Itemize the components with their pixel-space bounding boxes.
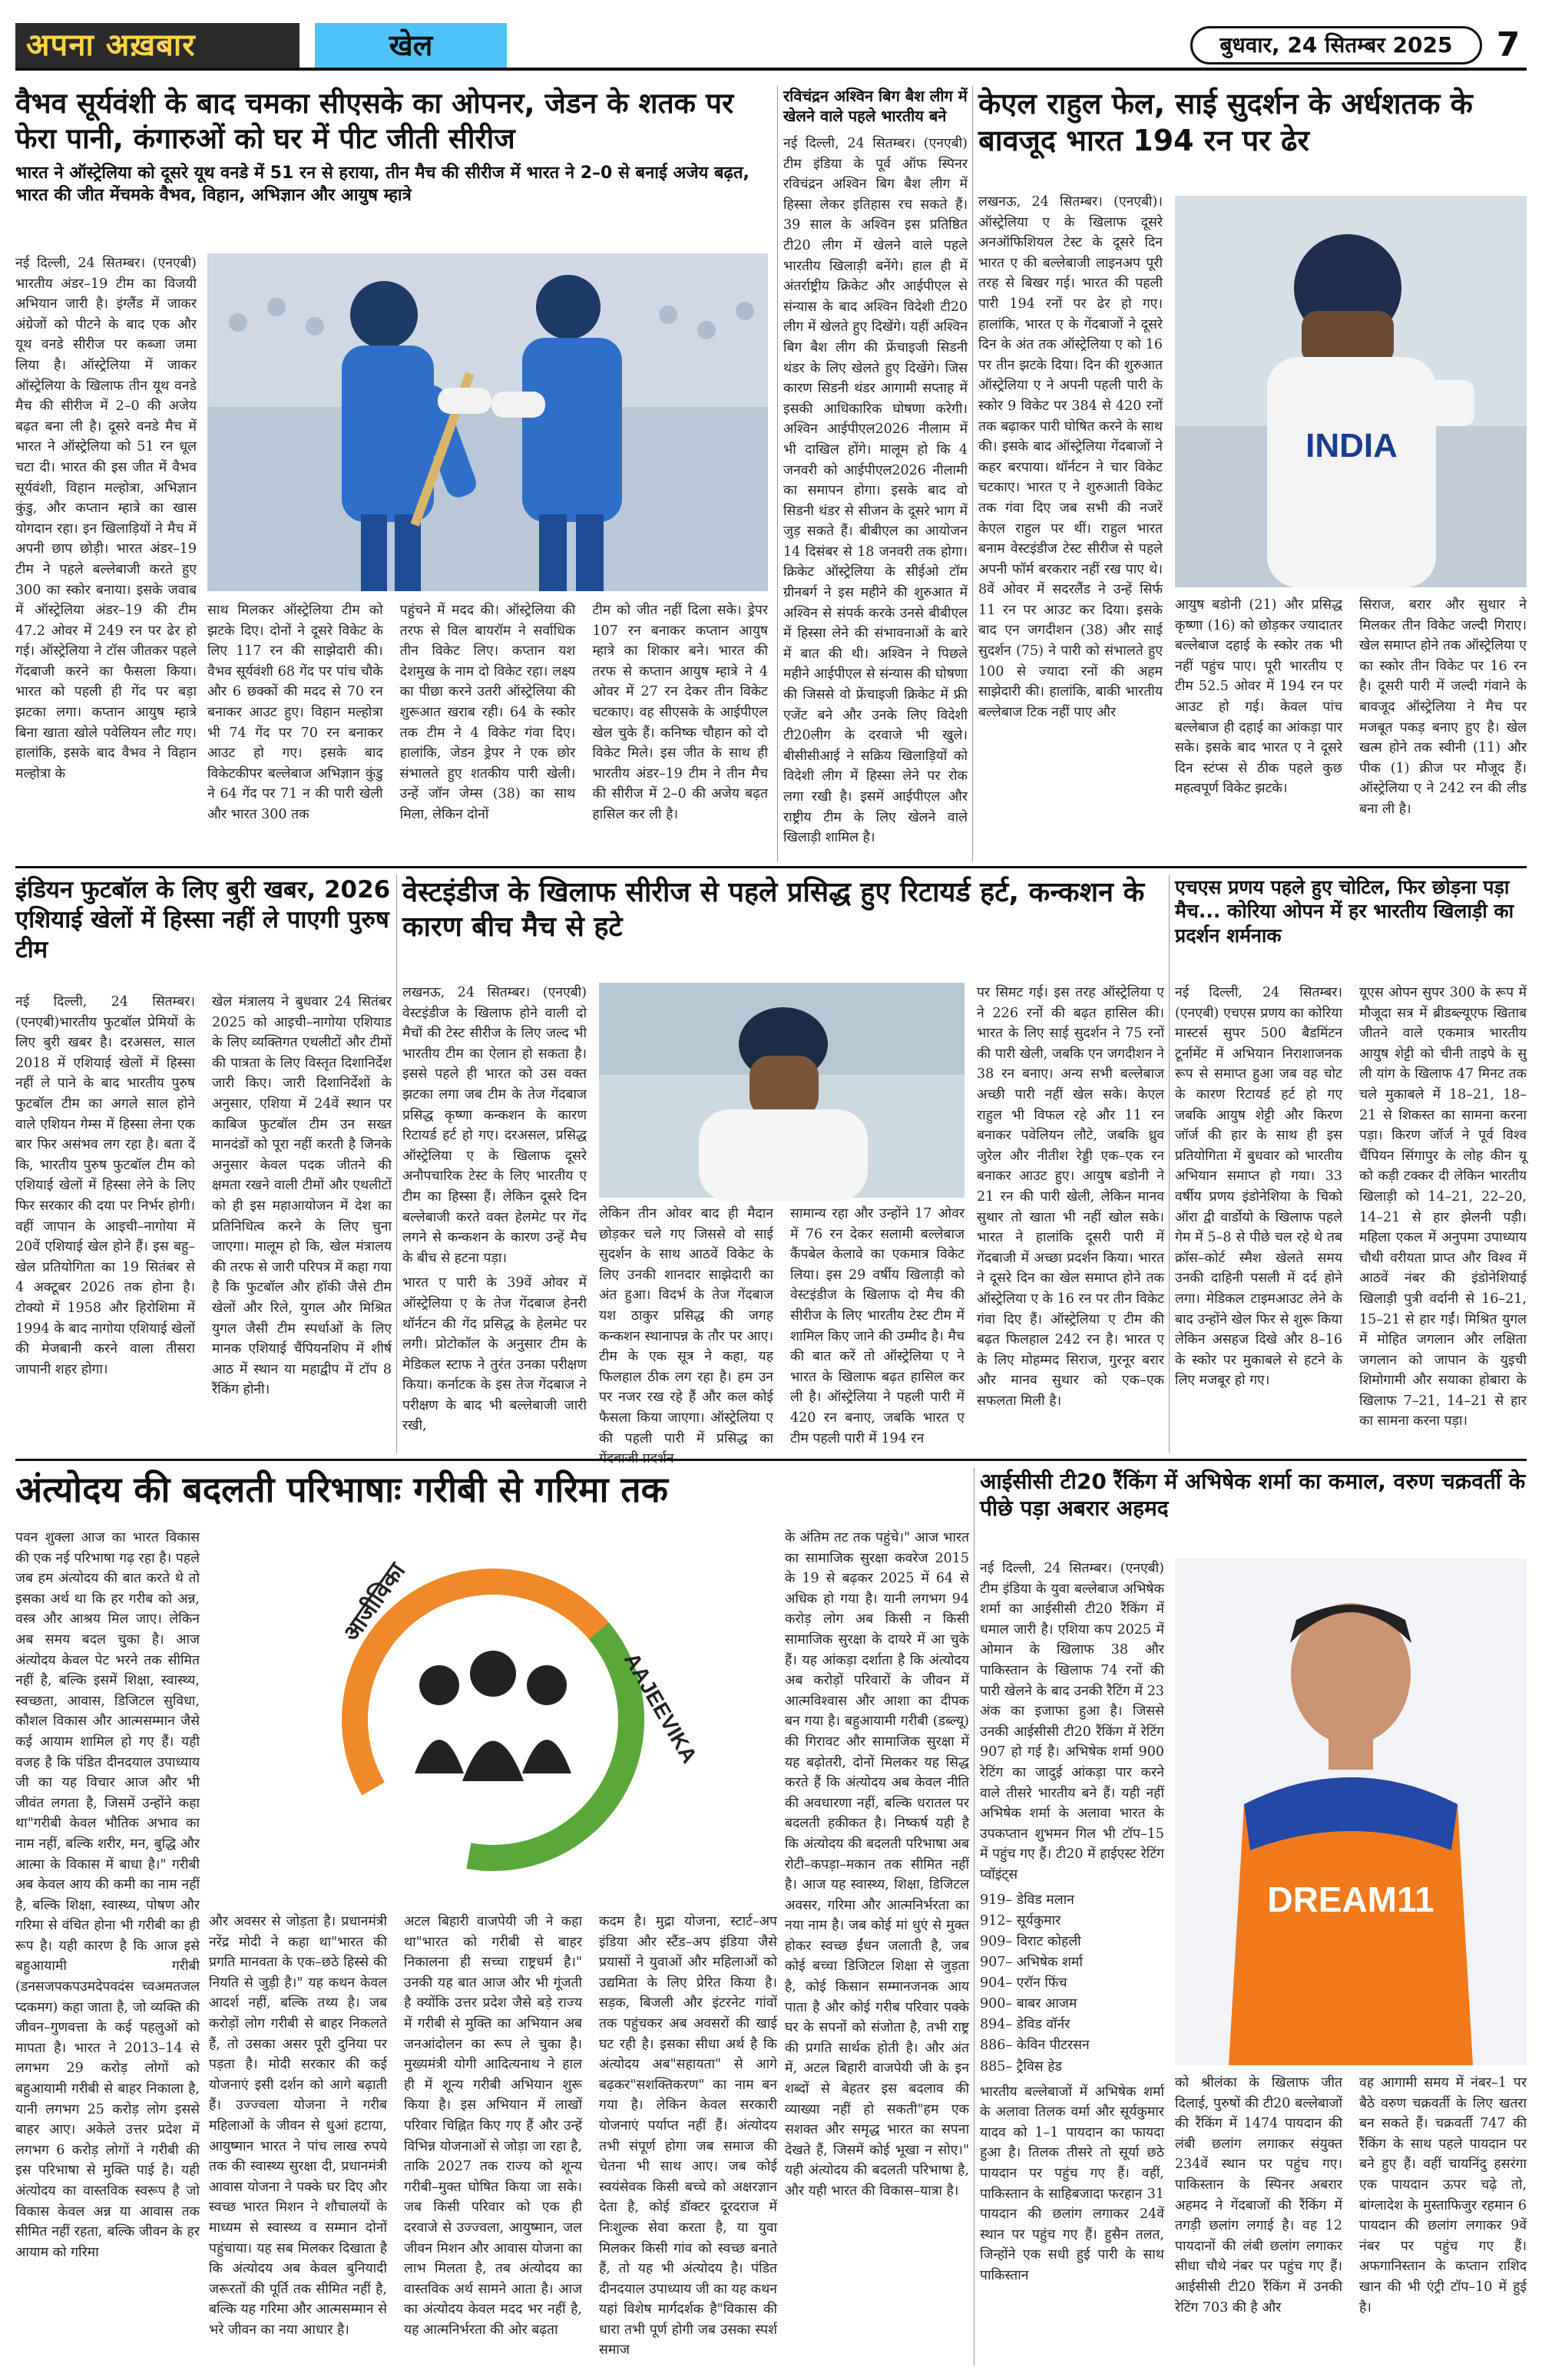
article-columns bbox=[402, 983, 587, 1453]
article-antyodaya-editorial bbox=[15, 1468, 968, 1522]
article-prasidh-concussion bbox=[402, 875, 1164, 975]
article-body-col: नई दिल्ली, 24 सितम्बर। (एनएबी) भारतीय अंडर–19 टीम का विजयी अभियान जारी है। इंग्लैंड में जाकर अंग्रेजों को पीटने के बाद एक और यूथ वनडे सीरीज पर कब्जा जमा लिया है। ऑस्ट्रेलिया में जाकर ऑस्ट्रेलिया के खिलाफ तीन यूथ वनडे मैच की सीरीज में 2–0 की अजेय बढ़त बना ली है। दूसरे वनडे मैच में भारत ने ऑस्ट्रेलिया को 51 रन धूल चटा दी। भारत की इस जीत में वैभव सूर्यवंशी, विहान मल्होत्रा, अभिज्ञान कुंडु, और कप्तान म्हात्रे का खास योगदान रहा। इन खिलाड़ियों ने मैच में अपनी छाप छोड़ी। भारत अंडर–19 टीम ने पहले बल्लेबाजी करते हुए 300 का स्कोर बनाया। इसके जवाब में ऑस्ट्रेलिया अंडर–19 की टीम 47.2 ओवर में 249 रन पर ढेर हो गई। ऑस्ट्रेलिया ने टॉस जीतकर पहले गेंदबाजी करने का फैसला किया। भारत को पहली ही गेंद पर बड़ा झटका लगा। कप्तान आयुष म्हात्रे बिना खाता खोले पवेलियन लौट गए। हालांकि, इसके बाद वैभव ने विहान मल्होत्रा के bbox=[15, 256, 197, 782]
article-body-col bbox=[980, 1559, 1164, 2365]
article-columns bbox=[1175, 983, 1527, 1453]
article-columns bbox=[209, 1912, 777, 2365]
masthead bbox=[15, 23, 1527, 71]
article-body-col: कदम है। मुद्रा योजना, स्टार्ट–अप इंडिया और स्टैंड–अप इंडिया जैसे प्रयासों ने युवाओं और महिलाओं को उद्यमिता के लिए प्रेरित किया है। सड़क, बिजली और इंटरनेट गांवों तक पहुंचकर अब अवसरों की खाई घट रही है। इसका सीधा अर्थ है कि अंत्योदय अब"सहायता" से आगे बढ़कर"सशक्तिकरण" का नाम बन गया है। लेकिन केवल सरकारी योजनाएं पर्याप्त नहीं हैं। अंत्योदय तभी संपूर्ण होगा जब समाज की चेतना भी साथ आए। जब कोई स्वयंसेवक किसी बच्चे को अक्षरज्ञान देता है, कोई डॉक्टर दूरदराज में निःशुल्क सेवा करता है, या युवा मिलकर किसी गांव को स्वच्छ बनाते हैं, तो यह भी अंत्योदय है। पंडित दीनदयाल उपाध्याय जी का यह कथन यहां विशेष मार्गदर्शक है"विकास की धारा तभी पूर्ण होगी जब उसका स्पर्श समाज bbox=[599, 1914, 777, 2359]
sai-sudharsan-photo bbox=[1175, 196, 1527, 587]
article-body-col: सामान्य रहा और उन्होंने 17 ओवर में 76 रन देकर सलामी बल्लेबाज कैंपबेल केलावे का एकमात्र विकेट लिया। इस 29 वर्षीय खिलाड़ी को वेस्टइंडीज के खिलाफ दो मैच की सीरीज के लिए भारतीय टेस्ट टीम में शामिल किए जाने की उम्मीद है। मैच की बात करें तो ऑस्ट्रेलिया ए ने भारत के खिलाफ बढ़त हासिल कर ली है। ऑस्ट्रेलिया ने पहली पारी में 420 रन बनाए, जबकि भारत ए टीम पहली पारी में 194 रन bbox=[790, 1206, 965, 1446]
article-body-col: पवन शुक्ला आज का भारत विकास की एक नई परिभाषा गढ़ रहा है। पहले जब हम अंत्योदय की बात करते थे तो इसका अर्थ था कि हर गरीब को अन्न, वस्त्र और आश्रय मिल जाए। लेकिन अब समय बदल चुका है। आज अंत्योदय केवल पेट भरने तक सीमित नहीं है, बल्कि इसमें शिक्षा, स्वास्थ्य, स्वच्छता, आवास, डिजिटल सुविधा, कौशल विकास और आत्मसम्मान जैसे कई आयाम शामिल हो गए हैं। यही वजह है कि पंडित दीनदयाल उपाध्याय जी का यह विचार आज और भी जीवंत लगता है, जिसमें उन्होंने कहा था"गरीबी केवल भौतिक अभाव का नाम नहीं, बल्कि शरीर, मन, बुद्धि और आत्मा के विकास में बाधा है।" गरीबी अब केवल आय की कमी का नाम नहीं है, बल्कि शिक्षा, स्वास्थ्य, पोषण और गरिमा से वंचित होना भी गरीबी का ही रूप है। यही कारण है कि आज इसे बहुआयामी गरीबी (डनसजपकपउमदेपवदंस च्वअमतजल प्दकमग) कहा जाता है, जो व्यक्ति की जीवन–गुणवत्ता के कई पहलुओं को मापता है। भारत ने 2013–14 से लगभग 29 करोड़ लोगों को बहुआयामी गरीबी से बाहर निकाला है, यानी लगभग 25 करोड़ लोग इससे बाहर आए। अकेले उत्तर प्रदेश में लगभग 6 करोड़ लोगों ने गरीबी की इस परिभाषा से मुक्ति पाई है। यही अंत्योदय का वास्तविक स्वरूप है जो विकास केवल अन्न या आवास तक सीमित नहीं रहता, बल्कि जीवन के हर आयाम को गरिमा bbox=[15, 1530, 200, 2260]
article-headline: वैभव सूर्यवंशी के बाद चमका सीएसके का ओपनर, जेडन के शतक पर फेरा पानी, कंगारुओं को घर में पीट जीती सीरीज bbox=[15, 87, 734, 156]
issue-date: बुधवार, 24 सितम्बर 2025 bbox=[1190, 26, 1482, 64]
caption-col: को श्रीलंका के खिलाफ जीत दिलाई, पुरुषों की टी20 बल्लेबाजों की रैंकिंग में 1474 पायदान की लंबी छलांग लगाकर संयुक्त 234वें स्थान पर पहुंच गए। पाकिस्तान के स्पिनर अबरार अहमद ने गेंदबाजों की रैंकिंग में तगड़ी छलांग लगाई है। वह 12 पायदानों की लंबी छलांग लगाकर सीधा चौथे नंबर पर पहुंच गए हैं। आईसीसी टी20 रैंकिंग में उनकी रेटिंग 703 की है और bbox=[1175, 2075, 1342, 2316]
article-body-text: भारत ए पारी के 39वें ओवर में ऑस्ट्रेलिया ए के तेज गेंदबाज हेनरी थॉर्नटन की गेंद प्रसिद्ध के हेलमेट पर लगी। प्रोटोकॉल के अनुसार टीम के मेडिकल स्टाफ ने तुरंत उनका परीक्षण किया। कर्नाटक के इस तेज गेंदबाज ने परीक्षण के बाद भी बल्लेबाजी जारी रखी, bbox=[402, 1275, 587, 1434]
ranking-item: 907– अभिषेक शर्मा bbox=[980, 1954, 1083, 1970]
section-rule bbox=[15, 866, 1527, 868]
caption-col: आयुष बडोनी (21) और प्रसिद्ध कृष्णा (16) को छोड़कर ज्यादातर बल्लेबाज दहाई के स्कोर तक भी नहीं पहुंच पाए। पूरी भारतीय ए टीम 52.5 ओवर में 194 रन पर आउट हो गई। केवल पांच बल्लेबाज ही दहाई का आंकड़ा पार सके। इसके बाद भारत ए ने दूसरे दिन स्टंप्स से ठीक पहले कुछ महत्वपूर्ण विकेट झटके। bbox=[1175, 597, 1342, 797]
caption-col: वह आगामी समय में नंबर–1 पर बैठे वरुण चक्रवर्ती के लिए खतरा बन सकते हैं। चक्रवर्ती 747 की रैंकिंग के साथ पहले पायदान पर बने हुए हैं। वहीं चायनिंदु हसरंगा एक पायदान ऊपर चढ़े तो, बांग्लादेश के मुस्ताफिजुर रहमान 6 पायदान की छलांग लगाकर 9वें नंबर पर पहुंच गए हैं। अफगानिस्तान के कप्तान राशिद खान की भी एंट्री टॉप–10 में हुई है। bbox=[1359, 2075, 1527, 2316]
players-illustration bbox=[207, 253, 768, 591]
aajeevika-logo-graphic bbox=[209, 1528, 777, 1904]
article-body-text: भारतीय बल्लेबाजों में अभिषेक शर्मा के अलावा तिलक वर्मा और सूर्यकुमार यादव को 1–1 पायदान का फायदा हुआ है। तिलक तीसरे तो सूर्या छठे पायदान पर पहुंच गए हैं। वहीं, पाकिस्तान के साहिबजादा फरहान 31 पायदान की छलांग लगाकर 24वें स्थान पर पहुंच गए हैं। हुसैन तलत, जिन्होंने एक सधी हुई पारी के साथ पाकिस्तान bbox=[980, 2084, 1164, 2283]
ranking-list bbox=[980, 1890, 1164, 2078]
article-body-text: लखनऊ, 24 सितम्बर। (एनएबी) वेस्टइंडीज के खिलाफ होने वाली दो मैचों की टेस्ट सीरीज के लिए जल्द भी भारतीय टीम का ऐलान हो सकता है। इससे पहले ही भारत को उस वक्त झटका लगा जब टीम के तेज गेंदबाज प्रसिद्ध कृष्णा कन्कशन के कारण रिटायर्ड हर्ट हो गए। दरअसल, प्रसिद्ध ऑस्ट्रेलिया ए के खिलाफ दूसरे अनौपचारिक टेस्ट के लिए भारतीय ए टीम का हिस्सा हैं। लेकिन दूसरे दिन बल्लेबाजी करते वक्त हेलमेट पर गेंद लगने से कन्कशन के कारण उन्हें मैच के बीच से हटना पड़ा। bbox=[402, 985, 587, 1266]
caption-col: साथ मिलकर ऑस्ट्रेलिया टीम को झटके दिए। दोनों ने दूसरे विकेट के लिए 117 रन की साझेदारी की। वैभव सूर्यवंशी 68 गेंद पर पांच चौके और 6 छक्कों की मदद से 70 रन बनाकर आउट हुए। विहान मल्होत्रा भी 74 गेंद पर 70 रन बनाकर आउट हो गए। इसके बाद विकेटकीपर बल्लेबाज अभिज्ञान कुंडु ने 64 गेंद पर 71 न की पारी खेली और भारत 300 तक bbox=[207, 603, 383, 822]
article-body-col: और अवसर से जोड़ता है। प्रधानमंत्री नरेंद्र मोदी ने कहा था"भारत की प्रगति मानवता के एक–छठे हिस्से की नियति से जुड़ी है।" यह कथन केवल आदर्श नहीं, बल्कि तथ्य है। जब करोड़ों लोग गरीबी से बाहर निकलते हैं, तो उसका असर पूरी दुनिया पर पड़ता है। मोदी सरकार की कई योजनाएं इसी दर्शन को आगे बढ़ाती हैं। उज्ज्वला योजना ने गरीब महिलाओं के जीवन से धुआं हटाया, आयुष्मान भारत ने पांच लाख रुपये तक की स्वास्थ्य सुरक्षा दी, प्रधानमंत्री आवास योजना ने पक्के घर दिए और स्वच्छ भारत मिशन ने शौचालयों के माध्यम से स्वास्थ्य व सम्मान दोनों पहुंचाया। यह सब मिलकर दिखाता है कि अंत्योदय अब केवल बुनियादी जरूरतों की पूर्ति तक सीमित नहीं है, बल्कि यह गरिमा और आत्मसम्मान से भरे जीवन का नया आधार है। bbox=[209, 1914, 387, 2338]
article-abhishek-rankings bbox=[980, 1468, 1527, 1552]
abhishek-sharma-photo bbox=[1175, 1559, 1527, 2065]
ranking-item: 886– केविन पीटरसन bbox=[980, 2038, 1090, 2054]
article-headline: अंत्योदय की बदलती परिभाषाः गरीबी से गरिमा तक bbox=[15, 1469, 668, 1510]
article-headline: केएल राहुल फेल, साई सुदर्शन के अर्धशतक के बावजूद भारत 194 रन पर ढेर bbox=[978, 87, 1473, 157]
caption-col: पहुंचने में मदद की। ऑस्ट्रेलिया की तरफ से विल बायरॉम ने सर्वाधिक तीन विकेट लिए। कप्तान यश देशमुख के नाम दो विकेट रहा। लक्ष्य का पीछा करने उतरी ऑस्ट्रेलिया की शुरूआत खराब रही। 64 के स्कोर तक टीम ने 4 विकेट गंवा दिए। हालांकि, जेडन ड्रेपर ने एक छोर संभालते हुए शतकीय पारी खेली। उन्हें जॉन जेम्स (38) का साथ मिला, लेकिन दोनों bbox=[399, 603, 576, 822]
article-columns bbox=[599, 1204, 965, 1453]
u19-players-photo bbox=[207, 253, 768, 591]
article-headline: इंडियन फुटबॉल के लिए बुरी खबर, 2026 एशियाई खेलों में हिस्सा नहीं ले पाएगी पुरुष टीम bbox=[15, 876, 391, 964]
section-label: खेल bbox=[315, 23, 507, 68]
jersey-sponsor-text: DREAM11 bbox=[1267, 1879, 1434, 1919]
aajeevika-logo bbox=[209, 1528, 777, 1904]
column-divider bbox=[972, 86, 973, 861]
article-body-col: नई दिल्ली, 24 सितम्बर। (एनएबी) एचएस प्रणय का कोरिया मास्टर्स सुपर 500 बैडमिंटन टूर्नामेंट में अभियान निराशाजनक रूप से समाप्त हुआ जब वह चोट के कारण रिटायर्ड हर्ट हो गए जबकि आयुष शेट्टी और किरण जॉर्ज की हार के साथ ही इस प्रतियोगिता में बुधवार को भारतीय अभियान समाप्त हो गया। 33 वर्षीय प्रणय इंडोनेशिया के चिको ऑरा द्वी वार्डोयो के खिलाफ पहले गेम में 5–8 से पीछे चल रहे थे तब क्रॉस–कोर्ट स्मैश खेलते समय उनकी दाहिनी पसली में दर्द होने लगा। मेडिकल टाइमआउट लेने के बाद उन्होंने खेल फिर से शुरू किया लेकिन असहज दिखे और 8–16 के स्कोर पर मुकाबले से हटने के लिए मजबूर हो गए। bbox=[1175, 985, 1342, 1389]
article-body-col: लेकिन तीन ओवर बाद ही मैदान छोड़कर चले गए जिससे वो साई सुदर्शन के साथ आठवें विकेट के लिए उनकी शानदार साझेदारी का अंत हुआ। विदर्भ के तेज गेंदबाज यश ठाकुर प्रसिद्ध की जगह कन्कशन स्थानापन्न के तौर पर आए। टीम के एक सूत्र ने कहा, यह फिलहाल ठीक लग रहा है। हम उन पर नजर रख रहे हैं और कल कोई फैसला किया जाएगा। ऑस्ट्रेलिया ए की पहली पारी में प्रसिद्ध का bbox=[599, 1206, 773, 1446]
article-headline: आईसीसी टी20 रैंकिंग में अभिषेक शर्मा का कमाल, वरुण चक्रवर्ती के पीछे पड़ा अबरार अहमद bbox=[980, 1469, 1526, 1521]
ranking-item: 904– एरॉन फिंच bbox=[980, 1975, 1067, 1991]
column-divider bbox=[396, 875, 397, 1453]
article-body-col: के अंतिम तट तक पहुंचे।" आज भारत का सामाजिक सुरक्षा कवरेज 2015 के 19 से बढ़कर 2025 में 64 से अधिक हो गया है। यानी लगभग 94 करोड़ लोग अब किसी न किसी सामाजिक सुरक्षा के दायरे में आ चुके हैं। यह आंकड़ा दर्शाता है कि अंत्योदय अब करोड़ों परिवारों के जीवन में आत्मविश्वास और आशा का दीपक बन गया है। बहुआयामी गरीबी (डब्ल्यू) की गिरावट और सामाजिक सुरक्षा में यह बढ़ोतरी, दोनों मिलकर यह सिद्ध करते हैं कि अंत्योदय अब केवल नीति की अवधारणा नहीं, बल्कि धरातल पर बदलती हकीकत है। निष्कर्ष यही है कि अंत्योदय की बदलती परिभाषा अब रोटी–कपड़ा–मकान तक सीमित नहीं है। आज यह स्वास्थ्य, शिक्षा, डिजिटल अवसर, गरिमा और आत्मनिर्भरता का नया नाम है। जब कोई मां धुएं से मुक्त होकर स्वच्छ ईंधन जलाती है, जब कोई बच्चा डिजिटल शिक्षा से जुड़ता है, कोई किसान सम्मानजनक आय पाता है और कोई गरीब परिवार पक्के घर के सपनों को संजोता है, तभी राष्ट्र की प्रगति सार्थक होती है। और अंत में, अटल बिहारी वाजपेयी जी के इन शब्दों से बेहतर इस बदलाव की व्याख्या नहीं हो सकती"हम एक सशक्त और समृद्ध भारत का सपना देखते हैं, जिसमें कोई भूखा न सोए।" यही अंत्योदय की बदलती परिभाषा है, और यही भारत की विकास–यात्रा है। bbox=[785, 1530, 969, 2199]
article-body-col bbox=[402, 983, 587, 1453]
caption-col: सिराज, बरार और सुथार ने मिलकर तीन विकेट जल्दी गिराए। खेल समाप्त होने तक ऑस्ट्रेलिया ए का स्कोर तीन विकेट पर 16 रन है। दूसरी पारी में जल्दी गंवाने के बावजूद ऑस्ट्रेलिया ने मैच पर मजबूत पकड़ बनाए हुए है। खेल खत्म होने तक स्वीनी (11) और पीक (1) क्रीज पर मौजूद हैं। ऑस्ट्रेलिया ए ने 242 रन की लीड बना ली है। bbox=[1359, 597, 1527, 817]
section-rule bbox=[15, 1459, 1527, 1461]
article-headline: एचएस प्रणय पहले हुए चोटिल, फिर छोड़ना पड़ा मैच... कोरिया ओपन में हर भारतीय खिलाड़ी का प्रदर्शन शर्मनाक bbox=[1175, 876, 1514, 947]
prasidh-krishna-photo bbox=[599, 983, 965, 1198]
article-body-text: नई दिल्ली, 24 सितम्बर। (एनएबी) टीम इंडिया के युवा बल्लेबाज अभिषेक शर्मा का आईसीसी टी20 रैंकिंग में धमाल जारी है। एशिया कप 2025 में ओमान के खिलाफ 38 और पाकिस्तान के खिलाफ 74 रनों की पारी खेलने के बाद उनकी रैटिंग में 23 अंक का इजाफा हुआ है। जिससे उनकी आईसीसी टी20 रैंकिंग में रेटिंग 907 हो गई है। अभिषेक शर्मा 900 रेटिंग का जादुई आंकड़ा पार करने वाले तीसरे भारतीय बने हैं। यही नहीं अभिषेक शर्मा के अलावा भारत के उपकप्तान शुभमन गिल भी टॉप–15 में पहुंच गए हैं। टी20 में हाईएस्ट रेटिंग प्वॉइंट्स bbox=[980, 1561, 1164, 1883]
article-ashwin-bbl bbox=[783, 86, 968, 861]
ranking-item: 894– डेविड वॉर्नर bbox=[980, 2017, 1070, 2033]
column-divider bbox=[777, 86, 778, 861]
article-body-col: लखनऊ, 24 सितम्बर। (एनएबी)। ऑस्ट्रेलिया ए के खिलाफ दूसरे अनऑफिशियल टेस्ट के दूसरे दिन भारत ए की बल्लेबाजी लाइनअप पूरी तरह से बिखर गई। भारत की पहली पारी 194 रनों पर ढेर हो गए। हालांकि, भारत ए के गेंदबाजों ने दूसरे दिन के अंत तक ऑस्ट्रेलिया ए को 16 पर तीन झटके दिया। दिन की शुरुआत ऑस्ट्रेलिया ए ने अपनी पहली पारी के स्कोर 9 विकेट पर 384 से 420 रनों तक बढ़ाकर पारी घोषित करने के साथ की। इसके बाद ऑस्ट्रेलिया गेंदबाजों ने कहर बरपाया। थॉर्नटन ने चार विकेट चटकाए। भारत ए ने शुरुआती विकेट तक गंवा दिए जब सभी की नजरें केएल राहुल पर थीं। राहुल भारत बनाम वेस्टइंडीज टेस्ट सीरीज से पहले अपनी फॉर्म बरकरार नहीं रख पाए थे। 8वें ओवर में सदरलैंड ने उन्हें सिर्फ 11 रन पर आउट कर दिया। इसके बाद एन जगदीशन (38) और साई सुदर्शन (75) ने पारी को संभालते हुए 100 से ज्यादा रनों की अहम साझेदारी की। हालांकि, बाकी भारतीय बल्लेबाज टिक नहीं पाए और bbox=[978, 194, 1163, 720]
article-subhead: भारत ने ऑस्ट्रेलिया को दूसरे यूथ वनडे में 51 रन से हराया, तीन मैच की सीरीज में भारत ने 2–0 से बनाई अजेय बढ़त, भारत की जीत मेंचमके वैभव, विहान, अभिज्ञान और आयुष म्हात्रे bbox=[15, 163, 749, 206]
article-columns bbox=[15, 992, 392, 1453]
ranking-item: 909– विराट कोहली bbox=[980, 1933, 1081, 1949]
logo-english-text: AAJEEVIKA bbox=[619, 1648, 702, 1767]
article-body-col: नई दिल्ली, 24 सितम्बर। (एनएबी) टीम इंडिया के पूर्व ऑफ स्पिनर रविचंद्रन अश्विन बिग बैश लीग में हिस्सा लेकर इतिहास रच सकते हैं। 39 साल के अश्विन इस प्रतिष्ठित टी20 लीग में खेलने वाले पहले भारतीय खिलाड़ी बनेंगे। हाल ही में अंतर्राष्ट्रीय क्रिकेट और आईपीएल से संन्यास के बाद अश्विन विदेशी टी20 लीग में खेलते हुए दिखेंगे। यहीं अश्विन बिग बैश लीग की फ्रेंचाइजी सिडनी थंडर के लिए खेलते हुए दिखेंगे। जिस कारण सिडनी थंडर आगामी सप्ताह में इसकी आधिकारिक घोषणा करेगी। अश्विन आईपीएल2026 नीलाम में भी दाखिल होंगे। मालूम हो कि 4 जनवरी को आईपीएल2026 नीलामी का समापन होगा। इसके बाद वो सिडनी थंडर से सीजन के दूसरे भाग में जुड़ सकते हैं। बीबीएल का आयोजन 14 दिसंबर से 18 जनवरी तक होगा। क्रिकेट ऑस्ट्रेलिया के सीईओ टॉम ग्रीनबर्ग ने इस महीने की शुरुआत में अश्विन से संपर्क करके उनसे बीबीएल में हिस्सा लेने की संभावनाओं के बारे में बात की थी। अश्विन ने पिछले महीने आईपीएल से संन्यास की घोषणा की जिससे वो फ्रेंचाइजी क्रिकेट में फ्री एजेंट बने और उनके लिए विदेशी टी20लीग के दरवाजे भी खुले। बीसीसीआई ने सक्रिय खिलाड़ियों को विदेशी लीग में हिस्सा लेने पर रोक लगा रखी है। इसमें आईपीएल और राष्ट्रीय टीम के लिए खेलने वाले खिलाड़ी शामिल है। bbox=[783, 136, 968, 846]
article-headline: रविचंद्रन अश्विन बिग बैश लीग में खेलने वाले पहले भारतीय बने bbox=[783, 87, 968, 125]
article-body-col: पर सिमट गई। इस तरह ऑस्ट्रेलिया ए ने 226 रनों की बढ़त हासिल की। भारत के लिए साई सुदर्शन ने 75 रनों की पारी खेली, जबकि एन जगदीशन ने 38 रन बनाए। अन्य सभी बल्लेबाज अच्छी पारी नहीं खेल सके। केएल राहुल भी विफल रहे और 11 रन बनाकर पवेलियन लौटे, जबकि ध्रुव जुरेल और नीतीश रेड्डी एक–एक रन बनाकर आउट हुए। आयुष बडोनी ने 21 रन की पारी खेली, लेकिन मानव सुथार तो खाता भी नहीं खोल सके। भारत ने हालांकि दूसरी पारी में गेंदबाजी में अच्छा प्रदर्शन किया। भारत ने दूसरे दिन का खेल समाप्त होने तक ऑस्ट्रेलिया ए के 16 रन पर तीन विकेट गंवा दिए हैं। ऑस्ट्रेलिया ए टीम की बढ़त फिलहाल 242 रन है। भारत ए के लिए मोहम्मद सिराज, गुरनूर बरार और मानव सुथार को एक–एक सफलता मिली है। bbox=[977, 985, 1164, 1409]
article-headline: वेस्टइंडीज के खिलाफ सीरीज से पहले प्रसिद्ध हुए रिटायर्ड हर्ट, कन्कशन के कारण बीच मैच से हटे bbox=[402, 877, 1145, 943]
newspaper-brand: अपना अख़बार bbox=[15, 23, 299, 68]
photo-caption-row bbox=[1175, 595, 1527, 860]
column-divider bbox=[974, 1468, 975, 2366]
batsman-illustration bbox=[1175, 196, 1527, 587]
article-body-col: अटल बिहारी वाजपेयी जी ने कहा था"भारत को गरीबी से बाहर निकालना ही सच्चा राष्ट्रधर्म है।" उनकी यह बात आज और भी गूंजती है क्योंकि उत्तर प्रदेश जैसे बड़े राज्य में गरीबी से मुक्ति का अभियान अब जनआंदोलन का रूप ले चुका है। मुख्यमंत्री योगी आदित्यनाथ ने हाल ही में शून्य गरीबी अभियान शुरू किया है। इस अभियान में लाखों परिवार चिह्नित किए गए हैं और उन्हें विभिन्न योजनाओं से जोड़ा जा रहा है, ताकि 2027 तक राज्य को शून्य गरीबी–मुक्त घोषित किया जा सके। जब किसी परिवार को एक ही दरवाजे से उज्ज्वला, आयुष्मान, जल जीवन मिशन और आवास योजना का लाभ मिलता है, तब अंत्योदय का वास्तविक अर्थ सामने आता है। आज का अंत्योदय केवल मदद भर नहीं है, यह आत्मनिर्भरता की ओर बढ़ता bbox=[404, 1914, 582, 2338]
logo-hindi-text: आजीविका bbox=[337, 1558, 412, 1647]
article-body-col: खेल मंत्रालय ने बुधवार 24 सितंबर 2025 को आइची–नागोया एशियाड के लिए व्यक्तिगत एथलीटों और टीमों की पात्रता के लिए विस्तृत दिशानिर्देश जारी किए। जारी दिशानिर्देशों के अनुसार, एशिया में 24वें स्थान पर काबिज फुटबॉल टीम उन सख्त मानदंडों को पूरा नहीं करती है जिनके अनुसार केवल पदक जीतने की क्षमता रखने वाली टीमों और एथलीटों को ही इस महाआयोजन में देश का प्रतिनिधित्व करने के लिए चुना जाएगा। मालूम हो कि, खेल मंत्रालय की तरफ से जारी परिपत्र में कहा गया है कि फुटबॉल और हॉकी जैसे टीम खेलों और रिले, युगल और मिश्रित युगल जैसी टीम स्पर्धाओं के लिए मानक एशियाई चैंपियनशिप में शीर्ष आठ में स्थान या महाद्वीप में टॉप 8 रैंकिंग होनी। bbox=[212, 994, 392, 1398]
article-body-col: नई दिल्ली, 24 सितम्बर। (एनएबी)भारतीय फुटबॉल प्रेमियों के लिए बुरी खबर है। दरअसल, साल 2018 में एशियाई खेलों में हिस्सा नहीं ले पाने के बाद भारतीय पुरुष फुटबॉल टीम का अगले साल होने वाले एशियन गेम्स में हिस्सा लेना एक बार फिर असंभव लग रहा है। बता दें कि, भारतीय पुरुष फुटबॉल टीम को एशियाई खेलों में हिस्सा लेने के लिए फिर सरकार की दया पर निर्भर होगी। वहीं जापान के आइची–नागोया में 20वें एशियाई खेल होने हैं। इस बहु–खेल प्रतियोगिता का 19 सितंबर से 4 अक्टूबर 2026 तक होना है। टोक्यो में 1958 और हिरोशिमा में 1994 के बाद नागोया एशियाई खेलों की मेजबानी करने वाला तीसरा जापानी शहर होगा। bbox=[15, 994, 195, 1377]
player-illustration bbox=[599, 983, 965, 1198]
jersey-text: INDIA bbox=[1305, 427, 1398, 464]
photo-caption-row bbox=[1175, 2073, 1527, 2365]
photo-caption-row bbox=[207, 600, 768, 861]
player-illustration bbox=[1175, 1559, 1527, 2065]
ranking-item: 900– बाबर आजम bbox=[980, 1996, 1077, 2012]
caption-col: टीम को जीत नहीं दिला सके। ड्रेपर 107 रन बनाकर कप्तान आयुष म्हात्रे का शिकार बने। भारत की तरफ से कप्तान आयुष म्हात्रे ने 4 ओवर में 27 रन देकर तीन विकेट चटकाए। वह सीएसके के आईपीएल खेल चुके हैं। कनिष्क चौहान को दो विकेट मिले। इस जीत के साथ ही भारतीय अंडर–19 टीम ने तीन मैच की सीरीज में 2–0 की अजेय बढ़त हासिल कर ली है। bbox=[592, 603, 768, 822]
ranking-item: 885– ट्रैविस हेड bbox=[980, 2058, 1062, 2074]
ranking-item: 919– डेविड मलान bbox=[980, 1892, 1074, 1908]
article-prannoy-korea-open bbox=[1175, 875, 1527, 983]
column-divider bbox=[1169, 875, 1170, 1453]
article-body-col: यूएस ओपन सुपर 300 के रूप में मौजूदा सत्र में ब्रीडब्ल्यूएफ खिताब जीतने वाले एकमात्र भारतीय आयुष शेट्टी को चीनी ताइपे के सु ली यांग के खिलाफ 47 मिनट तक चले मुकाबले में 18–21, 18–21 से शिकस्त का सामना करना पड़ा। किरण जॉर्ज ने पूर्व विश्व चैंपियन सिंगापुर के लोह कीन यू को कड़ी टक्कर दी लेकिन भारतीय खिलाड़ी को 14–21, 22–20, 14–21 से हार झेलनी पड़ी। महिला एकल में अनुपमा उपाध्याय चौथी वरीयता प्राप्त और विश्व में आठवें नंबर की इंडोनेशियाई खिलाड़ी पुत्री वर्दानी से 16–21, 15–21 से हार गईं। मिश्रित युगल में मोहित जगलान और लक्षिता जगलान को जापान के युइची शिमोगामी और सयाका होबारा के खिलाफ 7–21, 14–21 से हार का सामना करना पड़ा। bbox=[1359, 985, 1527, 1430]
ranking-item: 912– सूर्यकुमार bbox=[980, 1912, 1061, 1929]
page-number: 7 bbox=[1496, 25, 1520, 64]
